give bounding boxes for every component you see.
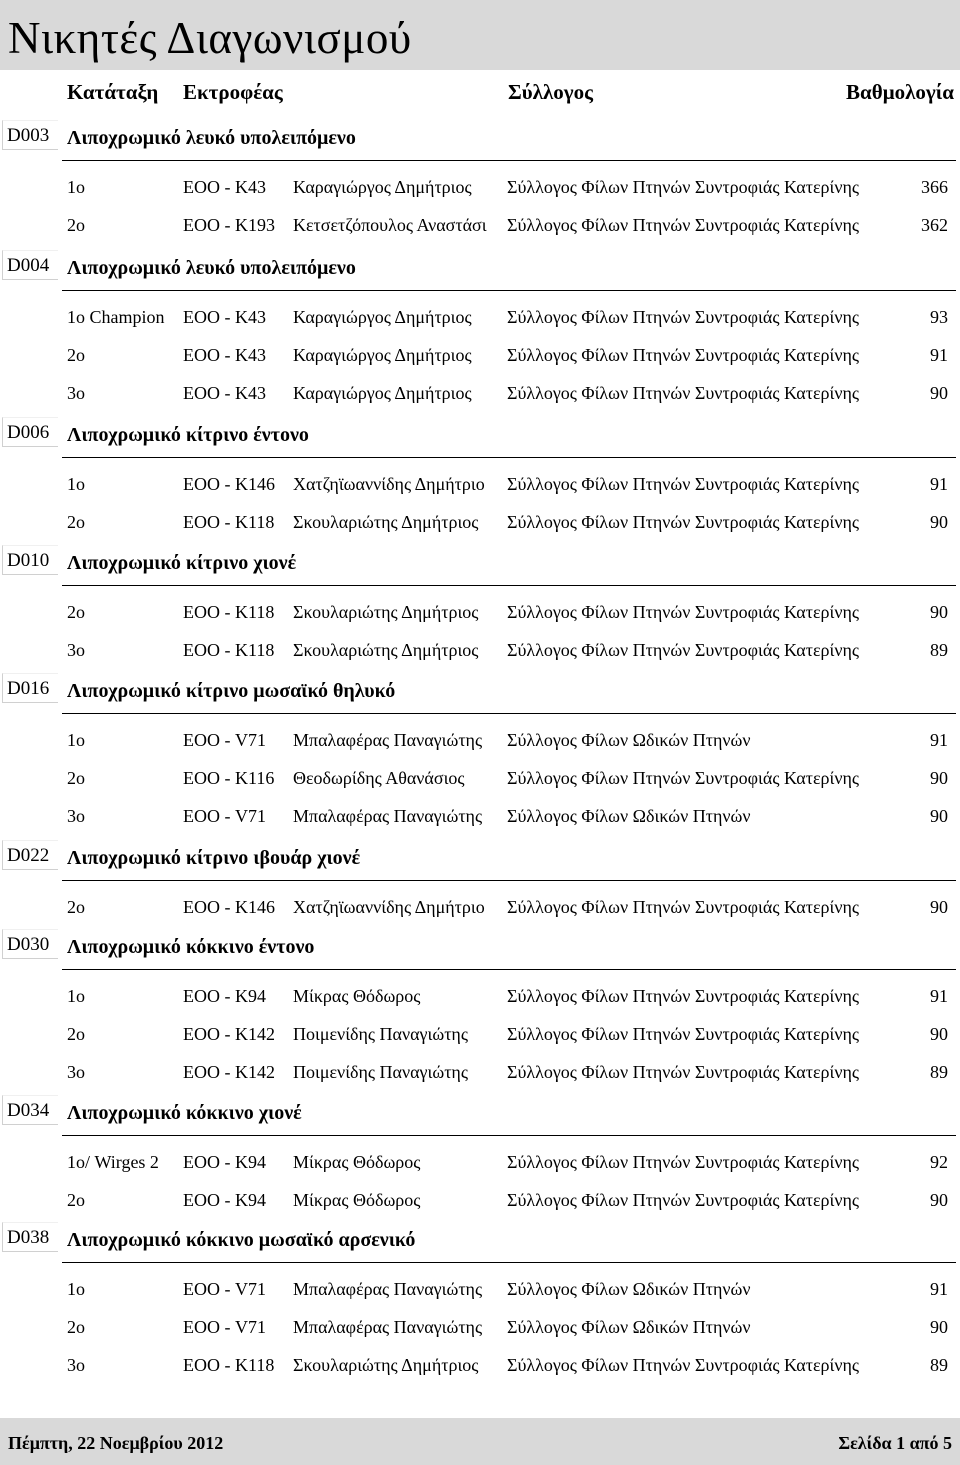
score-cell: 90	[930, 806, 948, 826]
club-cell: Σύλλογος Φίλων Πτηνών Συντροφιάς Κατερίνης	[507, 345, 860, 365]
result-row	[0, 1147, 960, 1177]
result-row	[0, 635, 960, 665]
breeder-name-cell: Χατζηϊωαννίδης Δημήτριο	[293, 474, 485, 494]
title-bar	[0, 0, 960, 70]
column-header-breeder: Εκτροφέας	[183, 80, 283, 104]
rank-cell: 2ο	[67, 768, 85, 788]
column-header-rank: Κατάταξη	[67, 80, 159, 104]
result-row	[0, 1350, 960, 1380]
rank-cell: 2ο	[67, 602, 85, 622]
rank-cell: 2ο	[67, 1190, 85, 1210]
rank-cell: 2ο	[67, 1317, 85, 1337]
club-cell: Σύλλογος Φίλων Ωδικών Πτηνών	[507, 806, 751, 826]
section-title: Λιποχρωμικό κίτρινο ιβουάρ χιονέ	[67, 847, 361, 869]
section-divider	[62, 1262, 956, 1263]
rank-cell: 3ο	[67, 1062, 85, 1082]
club-cell: Σύλλογος Φίλων Ωδικών Πτηνών	[507, 730, 751, 750]
breeder-code-cell: ΕΟΟ - Κ43	[183, 383, 266, 403]
result-row	[0, 1019, 960, 1049]
score-cell: 366	[921, 177, 948, 197]
footer-bar	[0, 1418, 960, 1465]
breeder-name-cell: Μπαλαφέρας Παναγιώτης	[293, 1317, 483, 1337]
score-cell: 91	[930, 345, 948, 365]
breeder-name-cell: Σκουλαριώτης Δημήτριος	[293, 1355, 479, 1375]
result-row	[0, 340, 960, 370]
score-cell: 90	[930, 768, 948, 788]
result-row	[0, 597, 960, 627]
footer-page-number: Σελίδα 1 από 5	[838, 1433, 952, 1453]
breeder-code-cell: ΕΟΟ - Κ94	[183, 1152, 266, 1172]
score-cell: 90	[930, 1317, 948, 1337]
section-title: Λιποχρωμικό λευκό υπολειπόμενο	[67, 257, 356, 279]
breeder-code-cell: ΕΟΟ - V71	[183, 730, 266, 750]
score-cell: 91	[930, 730, 948, 750]
result-row	[0, 210, 960, 240]
result-row	[0, 981, 960, 1011]
section-code: D004	[2, 250, 58, 280]
result-row	[0, 469, 960, 499]
club-cell: Σύλλογος Φίλων Πτηνών Συντροφιάς Κατερίνης	[507, 602, 860, 622]
rank-cell: 2ο	[67, 215, 85, 235]
breeder-code-cell: ΕΟΟ - Κ118	[183, 1355, 275, 1375]
section-divider	[62, 713, 956, 714]
rank-cell: 2ο	[67, 512, 85, 532]
breeder-code-cell: ΕΟΟ - Κ142	[183, 1062, 275, 1082]
breeder-name-cell: Μπαλαφέρας Παναγιώτης	[293, 806, 483, 826]
score-cell: 90	[930, 512, 948, 532]
section-code: D034	[2, 1095, 58, 1125]
result-row	[0, 892, 960, 922]
section-title: Λιποχρωμικό κόκκινο μωσαϊκό αρσενικό	[67, 1229, 416, 1251]
breeder-name-cell: Μπαλαφέρας Παναγιώτης	[293, 730, 483, 750]
club-cell: Σύλλογος Φίλων Ωδικών Πτηνών	[507, 1279, 751, 1299]
breeder-code-cell: ΕΟΟ - Κ142	[183, 1024, 275, 1044]
club-cell: Σύλλογος Φίλων Πτηνών Συντροφιάς Κατερίνης	[507, 1190, 860, 1210]
breeder-code-cell: ΕΟΟ - Κ43	[183, 345, 266, 365]
score-cell: 90	[930, 1190, 948, 1210]
score-cell: 89	[930, 1062, 948, 1082]
section-title: Λιποχρωμικό κόκκινο έντονο	[67, 936, 315, 958]
breeder-name-cell: Χατζηϊωαννίδης Δημήτριο	[293, 897, 485, 917]
breeder-name-cell: Σκουλαριώτης Δημήτριος	[293, 512, 479, 532]
rank-cell: 2ο	[67, 1024, 85, 1044]
breeder-code-cell: ΕΟΟ - Κ146	[183, 474, 275, 494]
breeder-name-cell: Καραγιώργος Δημήτριος	[293, 383, 472, 403]
score-cell: 362	[921, 215, 948, 235]
result-row	[0, 302, 960, 332]
rank-cell: 3ο	[67, 806, 85, 826]
score-cell: 90	[930, 602, 948, 622]
section-code: D038	[2, 1222, 58, 1252]
rank-cell: 1ο Champion	[67, 307, 165, 327]
section-divider	[62, 290, 956, 291]
rank-cell: 1ο	[67, 1279, 85, 1299]
breeder-code-cell: ΕΟΟ - Κ43	[183, 177, 266, 197]
section-divider	[62, 1135, 956, 1136]
section-title: Λιποχρωμικό κίτρινο χιονέ	[67, 552, 297, 574]
section-code: D016	[2, 673, 58, 703]
score-cell: 90	[930, 897, 948, 917]
breeder-name-cell: Μίκρας Θόδωρος	[293, 1190, 421, 1210]
rank-cell: 1ο	[67, 730, 85, 750]
section-code: D003	[2, 120, 58, 150]
club-cell: Σύλλογος Φίλων Πτηνών Συντροφιάς Κατερίνης	[507, 307, 860, 327]
score-cell: 90	[930, 383, 948, 403]
club-cell: Σύλλογος Φίλων Πτηνών Συντροφιάς Κατερίνης	[507, 1024, 860, 1044]
breeder-code-cell: ΕΟΟ - Κ118	[183, 640, 275, 660]
breeder-code-cell: ΕΟΟ - Κ118	[183, 602, 275, 622]
breeder-code-cell: ΕΟΟ - Κ118	[183, 512, 275, 532]
club-cell: Σύλλογος Φίλων Ωδικών Πτηνών	[507, 1317, 751, 1337]
breeder-name-cell: Καραγιώργος Δημήτριος	[293, 307, 472, 327]
score-cell: 92	[930, 1152, 948, 1172]
result-row	[0, 1312, 960, 1342]
score-cell: 89	[930, 640, 948, 660]
section-code: D006	[2, 417, 58, 447]
club-cell: Σύλλογος Φίλων Πτηνών Συντροφιάς Κατερίνης	[507, 640, 860, 660]
section-title: Λιποχρωμικό κίτρινο μωσαϊκό θηλυκό	[67, 680, 396, 702]
club-cell: Σύλλογος Φίλων Πτηνών Συντροφιάς Κατερίνης	[507, 768, 860, 788]
result-row	[0, 1185, 960, 1215]
club-cell: Σύλλογος Φίλων Πτηνών Συντροφιάς Κατερίνης	[507, 215, 860, 235]
result-row	[0, 507, 960, 537]
breeder-code-cell: ΕΟΟ - Κ116	[183, 768, 275, 788]
breeder-name-cell: Κετσετζόπουλος Αναστάσι	[293, 215, 487, 235]
breeder-code-cell: ΕΟΟ - Κ43	[183, 307, 266, 327]
breeder-name-cell: Μίκρας Θόδωρος	[293, 1152, 421, 1172]
rank-cell: 3ο	[67, 383, 85, 403]
score-cell: 91	[930, 986, 948, 1006]
rank-cell: 2ο	[67, 897, 85, 917]
section-code: D022	[2, 840, 58, 870]
result-row	[0, 725, 960, 755]
rank-cell: 1ο	[67, 474, 85, 494]
column-header-score: Βαθμολογία	[846, 80, 954, 104]
breeder-code-cell: ΕΟΟ - V71	[183, 806, 266, 826]
breeder-name-cell: Καραγιώργος Δημήτριος	[293, 345, 472, 365]
section-title: Λιποχρωμικό κίτρινο έντονο	[67, 424, 309, 446]
breeder-code-cell: ΕΟΟ - Κ94	[183, 1190, 266, 1210]
breeder-name-cell: Μπαλαφέρας Παναγιώτης	[293, 1279, 483, 1299]
club-cell: Σύλλογος Φίλων Πτηνών Συντροφιάς Κατερίνης	[507, 512, 860, 532]
breeder-name-cell: Θεοδωρίδης Αθανάσιος	[293, 768, 465, 788]
section-title: Λιποχρωμικό λευκό υπολειπόμενο	[67, 127, 356, 149]
breeder-code-cell: ΕΟΟ - Κ94	[183, 986, 266, 1006]
club-cell: Σύλλογος Φίλων Πτηνών Συντροφιάς Κατερίνης	[507, 383, 860, 403]
breeder-name-cell: Καραγιώργος Δημήτριος	[293, 177, 472, 197]
result-row	[0, 1274, 960, 1304]
page-title: Νικητές Διαγωνισμού	[8, 13, 412, 63]
score-cell: 91	[930, 1279, 948, 1299]
rank-cell: 2ο	[67, 345, 85, 365]
rank-cell: 1ο	[67, 986, 85, 1006]
rank-cell: 1ο/ Wirges 2	[67, 1152, 159, 1172]
result-row	[0, 378, 960, 408]
section-divider	[62, 457, 956, 458]
column-header-club: Σύλλογος	[508, 80, 593, 104]
section-divider	[62, 969, 956, 970]
rank-cell: 3ο	[67, 1355, 85, 1375]
breeder-name-cell: Ποιμενίδης Παναγιώτης	[293, 1062, 468, 1082]
club-cell: Σύλλογος Φίλων Πτηνών Συντροφιάς Κατερίνης	[507, 1062, 860, 1082]
breeder-name-cell: Σκουλαριώτης Δημήτριος	[293, 640, 479, 660]
score-cell: 93	[930, 307, 948, 327]
score-cell: 91	[930, 474, 948, 494]
section-divider	[62, 160, 956, 161]
rank-cell: 3ο	[67, 640, 85, 660]
breeder-code-cell: ΕΟΟ - Κ146	[183, 897, 275, 917]
breeder-code-cell: ΕΟΟ - Κ193	[183, 215, 275, 235]
result-row	[0, 1057, 960, 1087]
section-divider	[62, 585, 956, 586]
result-row	[0, 763, 960, 793]
breeder-code-cell: ΕΟΟ - V71	[183, 1279, 266, 1299]
section-divider	[62, 880, 956, 881]
club-cell: Σύλλογος Φίλων Πτηνών Συντροφιάς Κατερίνης	[507, 986, 860, 1006]
score-cell: 90	[930, 1024, 948, 1044]
rank-cell: 1ο	[67, 177, 85, 197]
club-cell: Σύλλογος Φίλων Πτηνών Συντροφιάς Κατερίνης	[507, 177, 860, 197]
section-code: D010	[2, 545, 58, 575]
footer-date: Πέμπτη, 22 Νοεμβρίου 2012	[8, 1433, 224, 1453]
club-cell: Σύλλογος Φίλων Πτηνών Συντροφιάς Κατερίνης	[507, 474, 860, 494]
section-code: D030	[2, 929, 58, 959]
result-row	[0, 801, 960, 831]
breeder-name-cell: Μίκρας Θόδωρος	[293, 986, 421, 1006]
club-cell: Σύλλογος Φίλων Πτηνών Συντροφιάς Κατερίνης	[507, 1355, 860, 1375]
result-row	[0, 172, 960, 202]
score-cell: 89	[930, 1355, 948, 1375]
breeder-code-cell: ΕΟΟ - V71	[183, 1317, 266, 1337]
breeder-name-cell: Σκουλαριώτης Δημήτριος	[293, 602, 479, 622]
section-title: Λιποχρωμικό κόκκινο χιονέ	[67, 1102, 302, 1124]
club-cell: Σύλλογος Φίλων Πτηνών Συντροφιάς Κατερίνης	[507, 1152, 860, 1172]
breeder-name-cell: Ποιμενίδης Παναγιώτης	[293, 1024, 468, 1044]
club-cell: Σύλλογος Φίλων Πτηνών Συντροφιάς Κατερίνης	[507, 897, 860, 917]
